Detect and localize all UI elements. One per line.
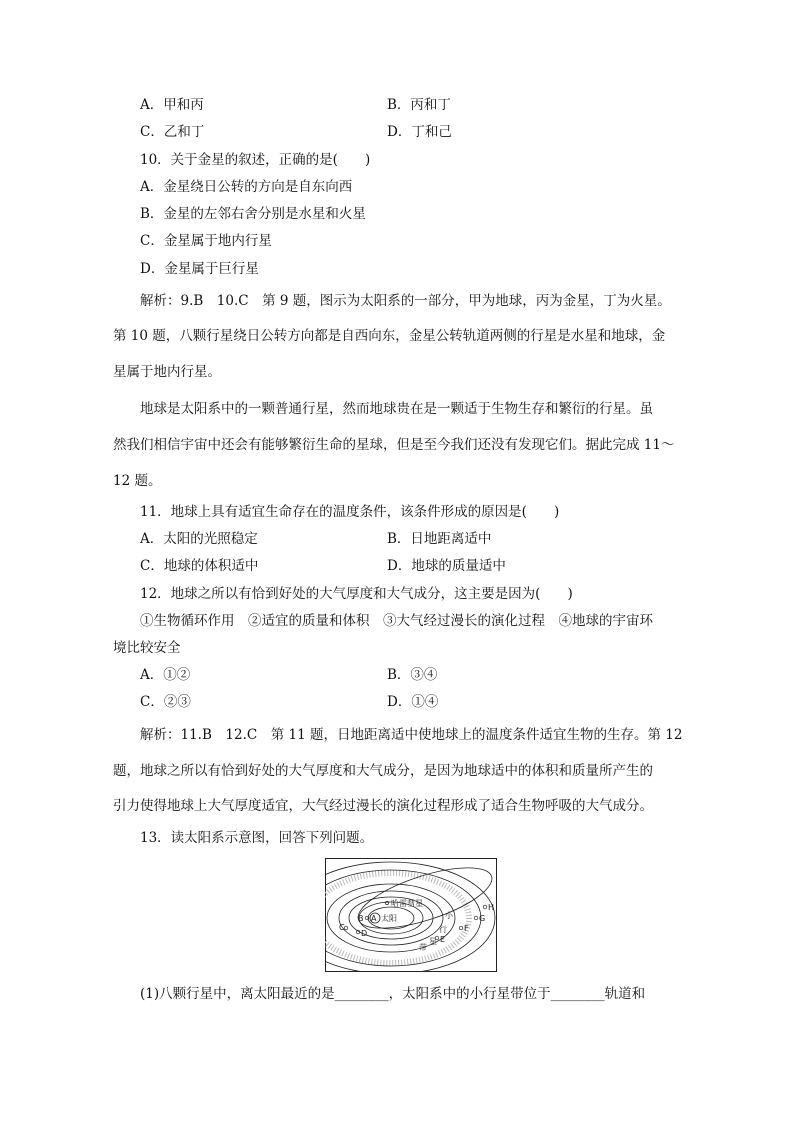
q9-option-d: D．丁和己 xyxy=(387,124,452,140)
q12-option-c: C．②③ xyxy=(140,694,191,710)
asteroid-label-4: 带 xyxy=(419,943,427,952)
q9-option-c: C．乙和丁 xyxy=(140,124,205,140)
q12-option-b: B．③④ xyxy=(387,667,438,683)
solar-system-diagram xyxy=(325,858,497,972)
q11-stem: 11．地球上具有适宜生命存在的温度条件，该条件形成的原因是( ) xyxy=(140,504,560,520)
q12-stem: 12．地球之所以有恰到好处的大气厚度和大气成分，这主要是因为( ) xyxy=(140,586,573,602)
planet-h-label: H xyxy=(488,903,495,912)
passage-line-1: 地球是太阳系中的一颗普通行星，然而地球贵在是一颗适于生物生存和繁衍的行星。虽 xyxy=(140,401,653,417)
q11-option-b: B．日地距离适中 xyxy=(387,531,492,547)
q11-option-c: C．地球的体积适中 xyxy=(140,558,259,574)
analysis-9-10-line-1: 解析：9.B 10.C 第 9 题，图示为太阳系的一部分，甲为地球，丙为金星，丁为火星。 xyxy=(140,293,671,309)
planet-g-label: G xyxy=(479,914,486,923)
sun-label-text: 太阳 xyxy=(381,914,397,923)
q10-stem: 10．关于金星的叙述，正确的是( ) xyxy=(140,152,371,168)
q10-option-b: B．金星的左邻右舍分别是水星和火星 xyxy=(140,206,366,222)
q9-option-b: B．丙和丁 xyxy=(387,97,451,113)
q12-option-a: A．①② xyxy=(140,667,191,683)
q10-option-c: C．金星属于地内行星 xyxy=(140,233,272,249)
asteroid-label-2: 行 xyxy=(439,925,447,934)
q13-stem: 13．读太阳系示意图，回答下列问题。 xyxy=(140,830,374,846)
planet-c-label: C xyxy=(339,923,345,932)
analysis-11-12-line-1: 解析：11.B 12.C 第 11 题，日地距离适中使地球上的温度条件适宜生物的生存。第 12 xyxy=(140,727,683,743)
analysis-11-12-line-3: 引力使得地球上大气厚度适宜，大气经过漫长的演化过程形成了适合生物呼吸的大气成分。 xyxy=(113,798,653,814)
q10-option-a: A．金星绕日公转的方向是自东向西 xyxy=(140,179,353,195)
planet-e-label: E xyxy=(440,935,446,944)
analysis-11-12-line-2: 题，地球之所以有恰到好处的大气厚度和大气成分，是因为地球适中的体积和质量所产生的 xyxy=(113,763,653,779)
asteroid-label-1: 小 xyxy=(445,911,453,920)
q12-option-d: D．①④ xyxy=(387,694,439,710)
q11-option-d: D．地球的质量适中 xyxy=(387,558,506,574)
planet-f-label: F xyxy=(464,924,469,933)
analysis-9-10-line-2: 第 10 题，八颗行星绕日公转方向都是自西向东，金星公转轨道两侧的行星是水星和地球，金 xyxy=(113,328,666,344)
comet-label: 哈雷彗星 xyxy=(391,899,423,908)
q13-sub1: (1)八颗行星中，离太阳最近的是________，太阳系中的小行星带位于________轨道和 xyxy=(140,986,646,1002)
passage-line-3: 12 题。 xyxy=(113,473,162,489)
asteroid-label-3: 星 xyxy=(429,937,437,946)
q12-items-line-2: 境比较安全 xyxy=(113,640,181,656)
sun-label-letter: A xyxy=(371,914,377,923)
q9-option-a: A．甲和丙 xyxy=(140,97,204,113)
q11-option-a: A．太阳的光照稳定 xyxy=(140,531,258,547)
analysis-9-10-line-3: 星属于地内行星。 xyxy=(113,364,221,380)
passage-line-2: 然我们相信宇宙中还会有能够繁衍生命的星球，但是至今我们还没有发现它们。据此完成 11～ xyxy=(113,437,675,453)
planet-d-label: D xyxy=(361,929,368,938)
q12-items-line-1: ①生物循环作用 ②适宜的质量和体积 ③大气经过漫长的演化过程 ④地球的宇宙环 xyxy=(140,613,653,629)
planet-b-label: B xyxy=(358,914,364,923)
q10-option-d: D．金星属于巨行星 xyxy=(140,261,259,277)
